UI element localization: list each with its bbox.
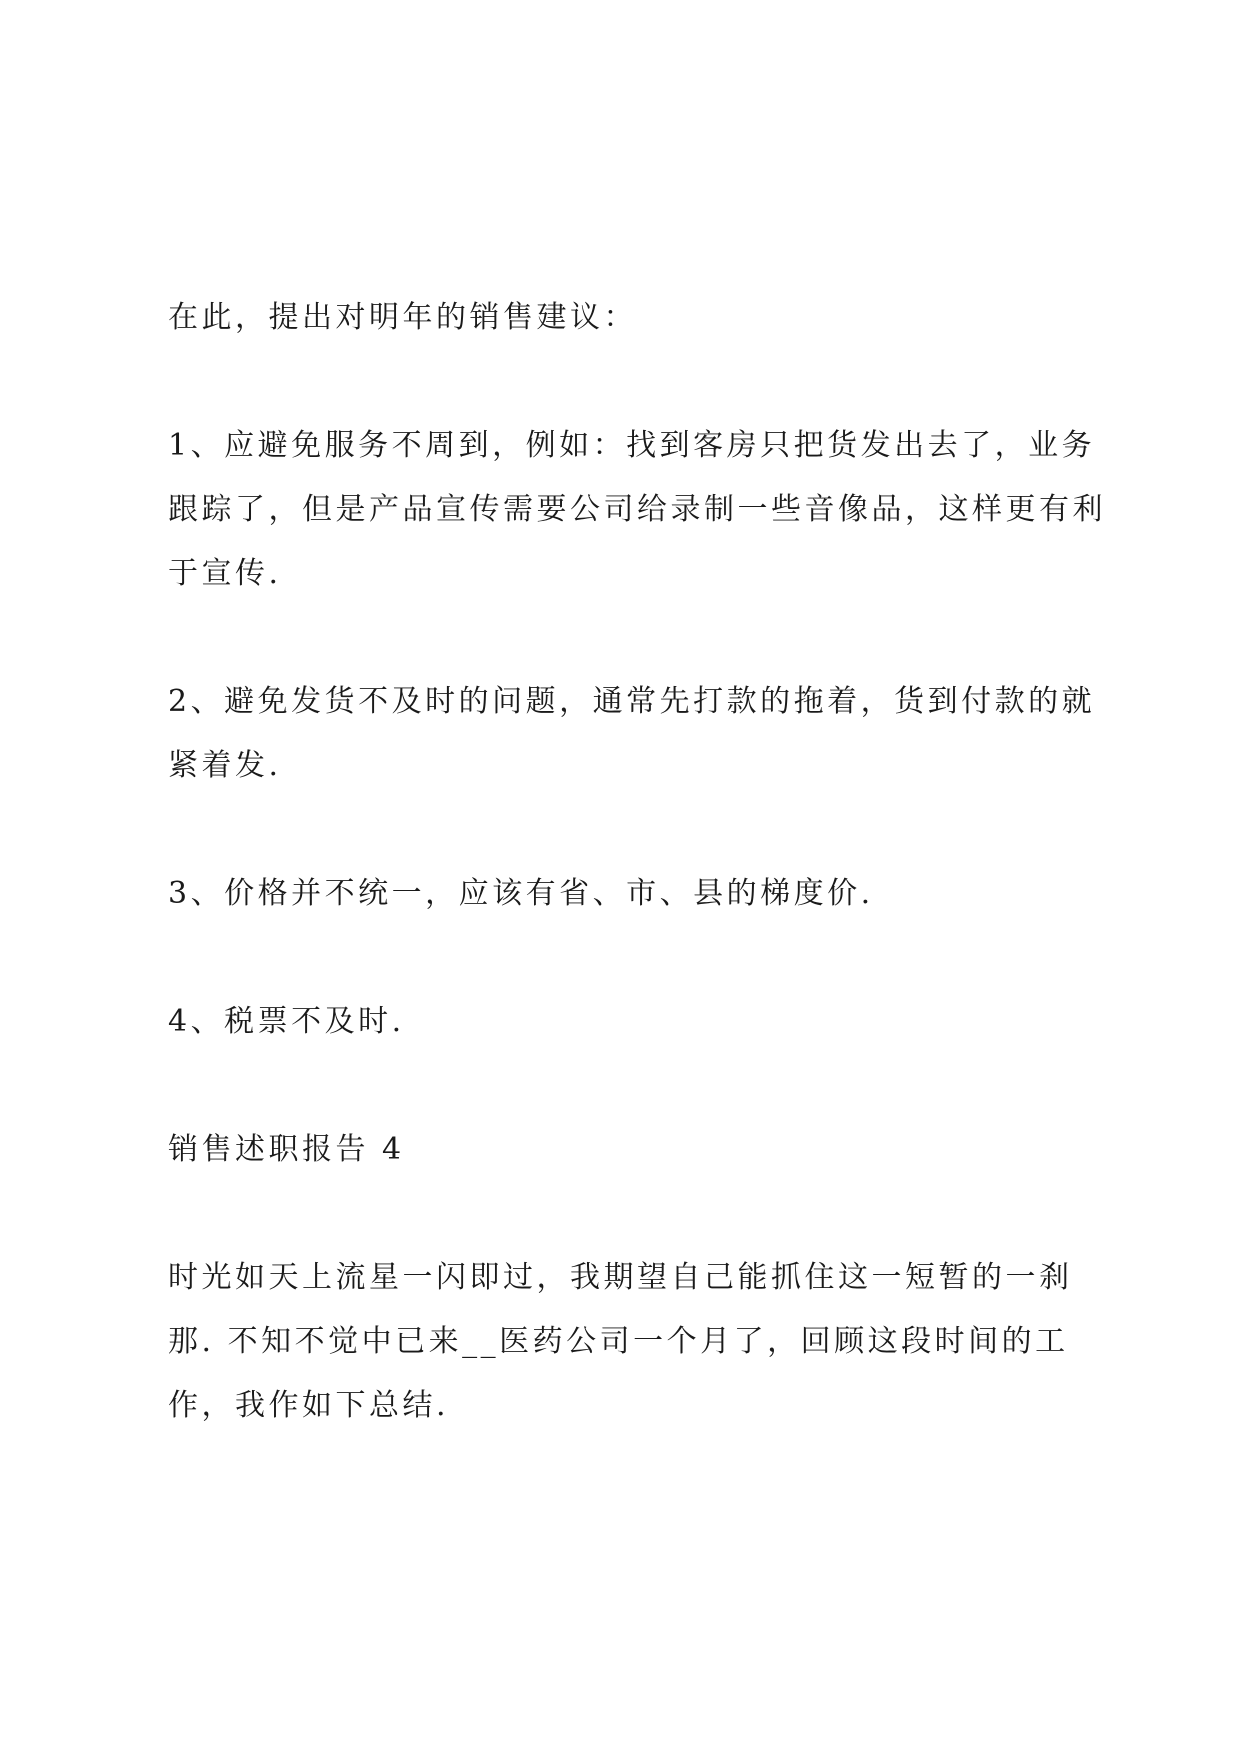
section-title: 销售述职报告 4 (168, 1132, 405, 1167)
item-3-paragraph: 3、价格并不统一，应该有省、市、县的梯度价. (168, 876, 874, 911)
item-4-paragraph: 4、税票不及时. (168, 1004, 405, 1039)
item-1-line-1: 1、应避免服务不周到，例如：找到客房只把货发出去了，业务 (168, 428, 1096, 463)
item-2-line-1: 2、避免发货不及时的问题，通常先打款的拖着，货到付款的就 (168, 684, 1096, 719)
item-1-line-3: 于宣传. (168, 556, 282, 591)
closing-line-3: 作，我作如下总结. (168, 1388, 450, 1423)
item-2-line-2: 紧着发. (168, 748, 282, 783)
item-1-line-2: 跟踪了，但是产品宣传需要公司给录制一些音像品，这样更有利 (168, 492, 1106, 527)
closing-line-1: 时光如天上流星一闪即过，我期望自己能抓住这一短暂的一刹 (168, 1260, 1073, 1295)
intro-paragraph: 在此，提出对明年的销售建议： (168, 300, 637, 335)
closing-line-2: 那. 不知不觉中已来__医药公司一个月了，回顾这段时间的工 (168, 1324, 1069, 1359)
